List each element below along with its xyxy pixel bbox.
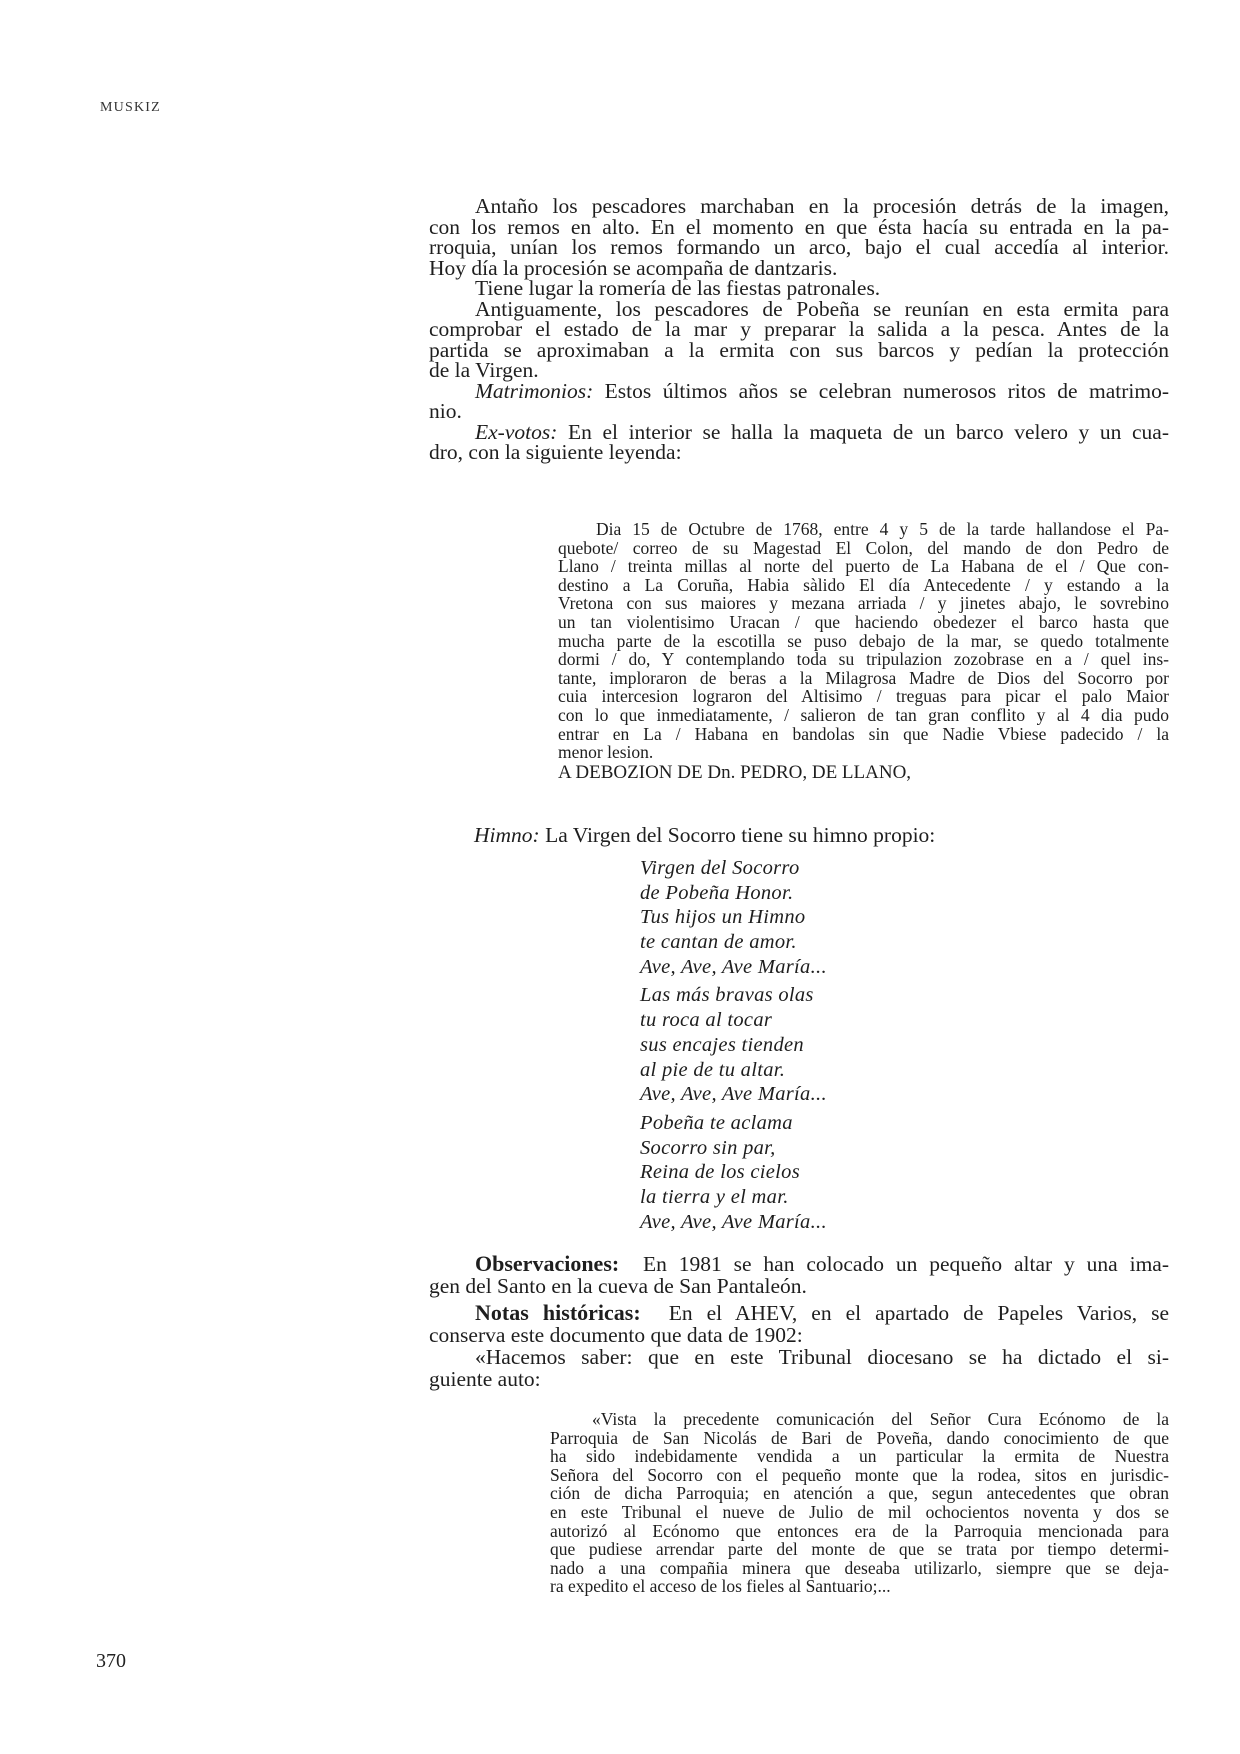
verse-line: de Pobeña Honor. xyxy=(640,881,794,904)
matrimonios-paragraph xyxy=(429,378,1169,403)
himno-paragraph xyxy=(474,823,935,848)
text-line: con los remos en alto. En el momento en que ésta hacía su entrada en la pa- xyxy=(429,214,1169,239)
quote-line: con lo que inmediatamente, / salieron de tan gran conflito y al 4 dia pudo xyxy=(558,704,1169,725)
quote-line: tante, imploraron de beras a la Milagrosa Madre de Dios del Socorro por xyxy=(558,667,1169,688)
text-run: La Virgen del Socorro tiene su himno propio: xyxy=(539,823,936,847)
quote-line: un tan violentisimo Uracan / que haciendo obedezer el barco hasta que xyxy=(558,611,1169,632)
quote-line: destino a La Coruña, Habia sàlido El día Antecedente / y estando a la xyxy=(558,574,1169,595)
text-line: guiente auto: xyxy=(429,1367,541,1391)
quote-line: ha sido indebidamente vendida a un particular la ermita de Nuestra xyxy=(550,1446,1169,1467)
quote-line: dormi / do, Y contemplando toda su tripulazion zozobrase en a / quel ins- xyxy=(558,649,1169,670)
exvotos-paragraph xyxy=(429,419,1169,444)
verse-line: Pobeña te aclama xyxy=(640,1111,793,1134)
himno-label: Himno: xyxy=(474,823,540,847)
matrimonios-label: Matrimonios: xyxy=(475,378,594,403)
verse-line: la tierra y el mar. xyxy=(640,1185,789,1208)
text-line: nio. xyxy=(429,399,462,423)
hymn-stanza xyxy=(640,983,1040,1106)
text-line: Tiene lugar la romería de las fiestas patronales. xyxy=(475,276,881,300)
quote-line: mucha parte de la escotilla se puso debajo de la mar, se quedo totalmente xyxy=(558,630,1169,651)
hymn-stanza xyxy=(640,856,1040,979)
hymn-poem xyxy=(640,856,1040,1238)
quote-line: Dia 15 de Octubre de 1768, entre 4 y 5 de la tarde hallandose el Pa- xyxy=(596,519,1169,539)
hymn-stanza xyxy=(640,1111,1040,1234)
quote-line: menor lesion. xyxy=(558,742,654,763)
quote-line: Parroquia de San Nicolás de Bari de Poveña, dando conocimiento de que xyxy=(550,1427,1169,1448)
verse-line: Ave, Ave, Ave María... xyxy=(640,1083,827,1106)
verse-line: Reina de los cielos xyxy=(640,1161,800,1184)
verse-line: Tus hijos un Himno xyxy=(640,906,806,929)
observaciones-section xyxy=(429,1253,1169,1297)
text-line: dro, con la siguiente leyenda: xyxy=(429,440,682,464)
notas-historicas-section xyxy=(429,1302,1169,1390)
verse-line: sus encajes tienden xyxy=(640,1033,804,1056)
text-line: Antaño los pescadores marchaban en la procesión detrás de la imagen, xyxy=(475,194,1169,218)
text-line: Hoy día la procesión se acompaña de dantzaris. xyxy=(429,255,838,280)
verse-line: te cantan de amor. xyxy=(640,931,797,954)
text-line: Antiguamente, los pescadores de Pobeña se reunían en esta ermita para xyxy=(475,296,1169,321)
text-line: «Hacemos saber: que en este Tribunal diocesano se ha dictado el si- xyxy=(475,1345,1169,1369)
text-run: En el interior se halla la maqueta de un barco velero y un cua- xyxy=(557,419,1169,444)
quote-line: en este Tribunal el nueve de Julio de mil ochocientos noventa y dos se xyxy=(550,1501,1169,1522)
page-number: 370 xyxy=(96,1650,126,1672)
quote-line: quebote/ correo de su Magestad El Colon, del mando de don Pedro de xyxy=(558,537,1169,558)
text-line: comprobar el estado de la mar y preparar la salida a la pesca. Antes de la xyxy=(429,317,1169,341)
quote-line: nado a una compañia minera que deseaba utilizarlo, siempre que se deja- xyxy=(550,1557,1169,1578)
text-line: conserva este documento que data de 1902: xyxy=(429,1323,803,1347)
verse-line: tu roca al tocar xyxy=(640,1009,773,1032)
text-line: partida se aproximaban a la ermita con sus barcos y pedían la protección xyxy=(429,337,1169,362)
verse-line: al pie de tu altar. xyxy=(640,1058,786,1081)
verse-line: Socorro sin par, xyxy=(640,1136,776,1159)
observaciones-paragraph xyxy=(429,1253,1169,1275)
text-line: rroquia, unían los remos formando un arco, bajo el cual accedía al interior. xyxy=(429,235,1169,259)
body-text xyxy=(429,196,1169,463)
text-line: gen del Santo en la cueva de San Pantaleón. xyxy=(429,1274,807,1298)
quote-line: entrar en La / Habana en bandolas sin que Nadie Vbiese padecido / la xyxy=(558,723,1169,744)
text-run: En 1981 se han colocado un pequeño altar y una ima- xyxy=(619,1252,1169,1276)
notas-heading: Notas históricas: xyxy=(475,1300,641,1325)
notas-paragraph xyxy=(429,1302,1169,1324)
quote-line: cuia intercesion lograron del Altisimo / treguas para picar el palo Maior xyxy=(558,686,1169,707)
legend-signature: A DEBOZION DE Dn. PEDRO, DE LLANO, xyxy=(558,761,912,783)
quote-line: ra expedito el acceso de los fieles al Santuario;... xyxy=(550,1576,891,1597)
text-run: Estos últimos años se celebran numerosos ritos de matrimo- xyxy=(593,378,1169,403)
observaciones-heading: Observaciones: xyxy=(475,1251,620,1276)
text-line: de la Virgen. xyxy=(429,358,539,382)
quote-line: Señora del Socorro con el pequeño monte que la rodea, sitos en jurisdic- xyxy=(550,1464,1169,1485)
quote-line: Vretona con sus maiores y mezana arriada / y jinetes abajo, le sovrebino xyxy=(558,593,1169,614)
verse-line: Ave, Ave, Ave María... xyxy=(640,1210,827,1233)
exvotos-label: Ex-votos: xyxy=(475,419,558,444)
verse-line: Las más bravas olas xyxy=(640,984,814,1007)
decree-quote xyxy=(550,1410,1169,1596)
quote-line: Llano / treinta millas al norte del puerto de La Habana de el / Que con- xyxy=(558,556,1169,577)
exvoto-legend-quote xyxy=(558,520,1169,784)
running-head: MUSKIZ xyxy=(100,100,161,115)
text-run: En el AHEV, en el apartado de Papeles Varios, se xyxy=(640,1301,1169,1325)
verse-line: Ave, Ave, Ave María... xyxy=(640,955,827,978)
verse-line: Virgen del Socorro xyxy=(640,857,800,879)
quote-line: que pudiese arrendar parte del monte de que se trata por tiempo determi- xyxy=(550,1539,1169,1560)
quote-line: ción de dicha Parroquia; en atención a que, segun antecedentes que obran xyxy=(550,1483,1169,1504)
quote-line: autorizó al Ecónomo que entonces era de la Parroquia mencionada para xyxy=(550,1520,1169,1541)
quote-line: «Vista la precedente comunicación del Señor Cura Ecónomo de la xyxy=(592,1409,1169,1429)
